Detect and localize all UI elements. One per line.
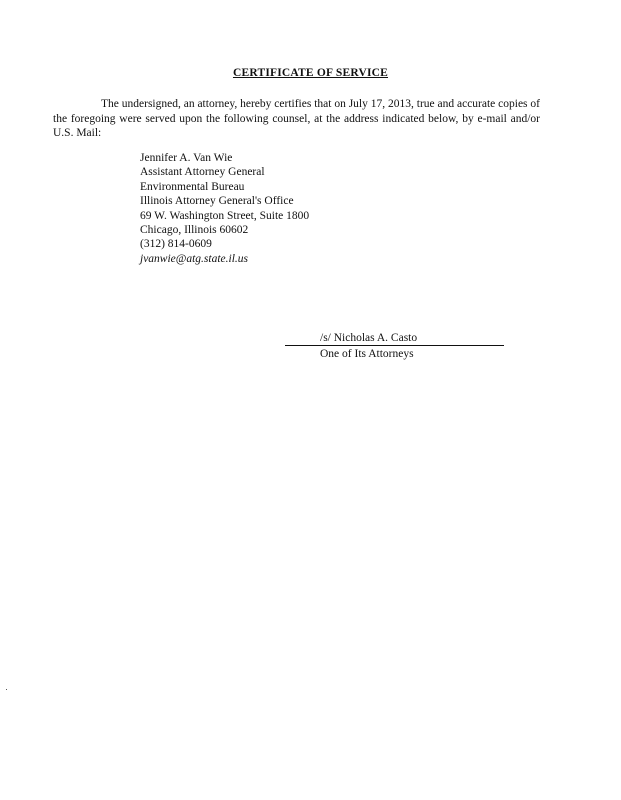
certification-paragraph: The undersigned, an attorney, hereby certifies that on July 17, 2013, true and accurate copies of the foregoing were served upon the following counsel, at the address indicated below, by e-mail and/or U.S. Mail: [53,98,540,139]
recipient-street: 69 W. Washington Street, Suite 1800 [140,209,310,222]
recipient-office: Illinois Attorney General's Office [140,195,294,208]
recipient-city: Chicago, Illinois 60602 [140,224,249,237]
recipient-phone: (312) 814-0609 [140,238,212,251]
recipient-name: Jennifer A. Van Wie [140,152,233,164]
signature-caption: One of Its Attorneys [320,348,414,360]
signature-name: /s/ Nicholas A. Casto [320,332,418,344]
scan-speck [6,689,7,690]
recipient-position: Assistant Attorney General [140,166,265,179]
recipient-email: jvanwie@atg.state.il.us [140,252,249,265]
signature-line [285,331,504,346]
document-title: CERTIFICATE OF SERVICE [232,67,389,79]
service-address-block [140,151,309,266]
recipient-bureau: Environmental Bureau [140,180,245,193]
